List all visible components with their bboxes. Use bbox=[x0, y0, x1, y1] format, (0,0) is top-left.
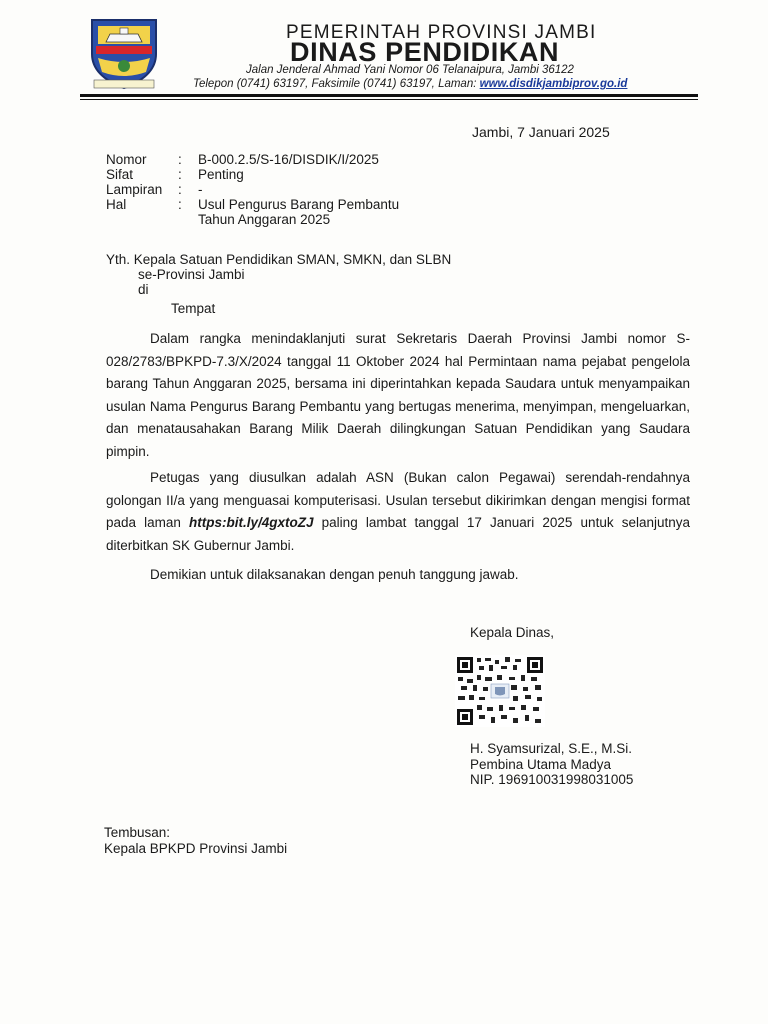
form-link[interactable]: https:bit.ly/4gxtoZJ bbox=[189, 515, 314, 530]
meta-value: Penting bbox=[198, 167, 244, 182]
signatory-title: Kepala Dinas, bbox=[470, 625, 555, 640]
letterhead-agency: DINAS PENDIDIKAN bbox=[290, 37, 560, 67]
body-paragraph-2-tail: paling lambat tanggal 17 Januari 2025 untuk selanjutnya diterbitkan SK Gubernur Jambi. bbox=[106, 515, 690, 553]
body-paragraph-2-text: Petugas yang diusulkan adalah ASN (Bukan calon Pegawai) serendah-rendahnya golongan II/a yang menguasai komputerisasi. Usulan tersebut dikirimkan dengan mengisi format pada laman bbox=[106, 470, 690, 530]
meta-value: B-000.2.5/S-16/DISDIK/I/2025 bbox=[198, 152, 379, 167]
jambi-emblem-logo bbox=[84, 14, 164, 92]
signatory-nip: NIP. 196910031998031005 bbox=[470, 772, 634, 787]
addressee-place: Tempat bbox=[171, 301, 216, 316]
meta-colon: : bbox=[178, 167, 182, 182]
body-paragraph-3 bbox=[106, 564, 690, 587]
subject-line-2: Tahun Anggaran 2025 bbox=[198, 212, 331, 227]
carbon-copy-block bbox=[104, 825, 287, 856]
letterhead-contact-text: Telepon (0741) 63197, Faksimile (0741) 63197, Laman: bbox=[193, 78, 480, 90]
letterhead-contact bbox=[193, 78, 627, 90]
carbon-copy-label: Tembusan: bbox=[104, 825, 171, 840]
letterhead-website-link[interactable]: www.disdikjambiprov.go.id bbox=[479, 78, 628, 90]
meta-value bbox=[198, 197, 399, 227]
addressee-di: di bbox=[138, 282, 149, 297]
meta-colon: : bbox=[178, 197, 182, 212]
letterhead-address: Jalan Jenderal Ahmad Yani Nomor 06 Telanaipura, Jambi 36122 bbox=[246, 64, 574, 76]
meta-row-nomor bbox=[106, 152, 399, 167]
signatory-name: H. Syamsurizal, S.E., M.Si. bbox=[470, 741, 633, 756]
body-paragraph-2 bbox=[106, 467, 690, 557]
meta-row-hal bbox=[106, 197, 399, 227]
subject-line-1: Usul Pengurus Barang Pembantu bbox=[198, 197, 400, 212]
addressee-region: se-Provinsi Jambi bbox=[138, 267, 245, 282]
letterhead-divider-thin bbox=[80, 99, 698, 100]
signatory-block bbox=[470, 741, 633, 788]
meta-row-lampiran bbox=[106, 182, 399, 197]
meta-label: Nomor bbox=[106, 152, 147, 167]
meta-colon: : bbox=[178, 182, 182, 197]
qr-code-signature bbox=[455, 655, 545, 727]
meta-colon: : bbox=[178, 152, 182, 167]
signatory-rank: Pembina Utama Madya bbox=[470, 756, 612, 772]
letter-date: Jambi, 7 Januari 2025 bbox=[472, 124, 610, 140]
body-paragraph-3-text: Demikian untuk dilaksanakan dengan penuh tanggung jawab. bbox=[150, 567, 519, 582]
letterhead-government: PEMERINTAH PROVINSI JAMBI bbox=[286, 22, 597, 43]
letterhead-divider bbox=[80, 94, 698, 97]
meta-label: Sifat bbox=[106, 167, 134, 182]
meta-row-sifat bbox=[106, 167, 399, 182]
addressee-line: Yth. Kepala Satuan Pendidikan SMAN, SMKN, dan SLBN bbox=[106, 252, 452, 267]
carbon-copy-recipient: Kepala BPKPD Provinsi Jambi bbox=[104, 840, 288, 856]
meta-value: - bbox=[198, 182, 203, 197]
body-paragraph-1 bbox=[106, 328, 690, 463]
letter-meta bbox=[106, 152, 399, 227]
body-paragraph-1-text: Dalam rangka menindaklanjuti surat Sekretaris Daerah Provinsi Jambi nomor S-028/2783/BPKPD-7.3/X/2024 tanggal 11 Oktober 2024 hal Permintaan nama pejabat pengelola barang Tahun Anggaran 2025, bersama ini diperintahkan kepada Saudara untuk menyampaikan usulan Nama Pengurus Barang Pembantu yang bertugas menerima, menyimpan, mengeluarkan, dan menatausahakan Barang Milik Daerah dilingkungan Satuan Pendidikan yang Saudara pimpin. bbox=[106, 331, 690, 459]
addressee-block bbox=[106, 252, 451, 316]
meta-label: Hal bbox=[106, 197, 127, 212]
meta-label: Lampiran bbox=[106, 182, 163, 197]
